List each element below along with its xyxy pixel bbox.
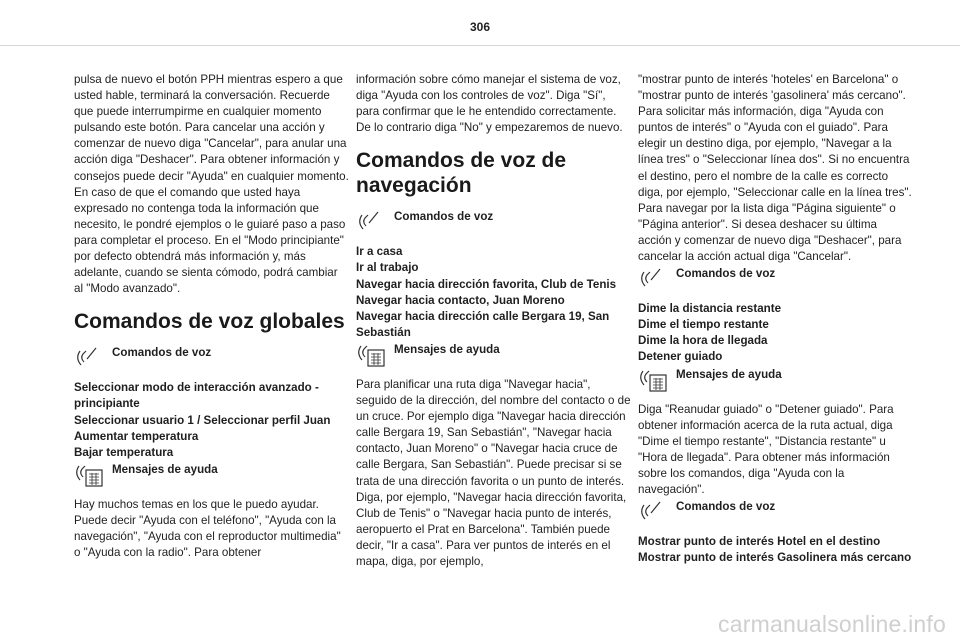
command-item: Dime la hora de llegada (638, 334, 768, 348)
col3-command-list (638, 301, 913, 365)
help-label: Mensajes de ayuda (112, 462, 218, 476)
col2-voice-commands-label (356, 208, 631, 234)
page-number: 306 (469, 20, 491, 34)
command-item: Navegar hacia dirección favorita, Club de Tenis (356, 277, 617, 291)
command-item: Seleccionar usuario 1 / Seleccionar perfil Juan (74, 413, 331, 427)
help-label: Mensajes de ayuda (676, 367, 782, 381)
col1-command-list (74, 380, 349, 460)
col3-help-text: Diga "Reanudar guiado" o "Detener guiado". Para obtener información acerca de la ruta actual, diga "Dime el tiempo restante", "Distancia restante" u "Hora de llegada". Para obtener más información sobre los comandos, diga "Ayuda con la navegación". (638, 402, 894, 496)
col3-intro-text: "mostrar punto de interés 'hoteles' en Barcelona" o "mostrar punto de interés 'gasolinera' más cercano". Para solicitar más información, diga "Ayuda con puntos de interés" o "Ayuda con el guiado". Para elegir un destino diga, por ejemplo, "Navegar a la línea tres" o "Seleccionar línea dos". Si no encuentra el destino, pero el nombre de la calle es correcto diga, por ejemplo, "Seleccionar calle en la línea tres". Para navegar por la lista diga "Página siguiente" o "Página anterior". Si desea deshacer su última acción y comenzar de nuevo diga "Deshacer", para cancelar la acción actual diga "Cancelar". (638, 73, 912, 264)
voice-command-icon (638, 265, 676, 291)
col1-intro-text: pulsa de nuevo el botón PPH mientras espero a que usted hable, terminará la conversación. Recuerde que puede interrumpirme en cualquier momento pulsando este botón. Para cancelar una acción y comenzar de nuevo diga "Cancelar", para anular una acción diga "Deshacer". Para obtener información y consejos puede decir "Ayuda" en cualquier momento. En caso de que el comando que usted haya expresado no contenga toda la información que necesito, le pondré ejemplos o le guiaré paso a paso para completar el proceso. En el "Modo principiante" por defecto obtendrá más información y, más adelante, cuando se sienta cómodo, podrá cambiar al "Modo avanzado". (74, 73, 349, 296)
voice-command-icon (356, 208, 394, 234)
command-item: Seleccionar modo de interacción avanzado - principiante (74, 381, 319, 411)
command-item: Navegar hacia contacto, Juan Moreno (356, 293, 565, 307)
col2-help-text: Para planificar una ruta diga "Navegar hacia", seguido de la dirección, del nombre del contacto o de un cruce. Por ejemplo diga "Navegar hacia dirección calle Bergara 19, San Sebastián", "Navegar hacia contacto, Juan Moreno" o "Navegar hacia cruce de calle Bergara, San Sebastián". Puede precisar si se trata de una dirección favorita o un punto de interés. Diga, por ejemplo, "Navegar hacia dirección favorita, Club de Tenis" o "Navegar hacia punto de interés, aeropuerto el Prat en Barcelona". También puede decir, "Ir a casa". Para ver puntos de interés en el mapa, diga, por ejemplo, (356, 377, 631, 568)
voice-label: Comandos de voz (112, 346, 212, 360)
help-message-icon (74, 461, 112, 487)
command-item: Ir a casa (356, 245, 403, 259)
voice-label: Comandos de voz (676, 500, 776, 514)
voice-label: Comandos de voz (394, 210, 494, 224)
column-2 (356, 72, 631, 570)
help-message-icon (638, 366, 676, 392)
command-item: Navegar hacia dirección calle Bergara 19, San Sebastián (356, 309, 610, 339)
header-divider (0, 45, 960, 46)
col3-voice-commands-label (638, 265, 913, 291)
col2-intro-text: información sobre cómo manejar el sistema de voz, diga "Ayuda con los controles de voz". Diga "Sí", para confirmar que le he entendido correctamente. De lo contrario diga "No" y empezaremos de nuevo. (356, 73, 623, 135)
col2-command-list (356, 244, 631, 341)
command-item: Dime la distancia restante (638, 302, 782, 316)
command-item: Aumentar temperatura (74, 429, 199, 443)
voice-command-icon (74, 344, 112, 370)
help-message-icon (356, 341, 394, 367)
column-1 (74, 72, 349, 561)
col1-voice-commands-label (74, 344, 349, 370)
col3-command-list-2 (638, 534, 913, 566)
col2-help-messages-label (356, 341, 631, 367)
col2-heading: Comandos de voz de navegación (356, 149, 567, 198)
command-item: Mostrar punto de interés Gasolinera más cercano (638, 551, 912, 565)
voice-command-icon (638, 498, 676, 524)
command-item: Dime el tiempo restante (638, 318, 769, 332)
command-item: Mostrar punto de interés Hotel en el destino (638, 535, 881, 549)
help-label: Mensajes de ayuda (394, 342, 500, 356)
command-item: Bajar temperatura (74, 445, 174, 459)
col1-help-messages-label (74, 461, 349, 487)
command-item: Detener guiado (638, 350, 723, 364)
col3-voice-commands-label-2 (638, 498, 913, 524)
command-item: Ir al trabajo (356, 261, 419, 275)
col3-help-messages-label (638, 366, 913, 392)
col1-heading: Comandos de voz globales (74, 310, 345, 334)
col1-help-text: Hay muchos temas en los que le puedo ayudar. Puede decir "Ayuda con el teléfono", "Ayuda con la navegación", "Ayuda con el reproductor multimedia" o "Ayuda con la radio". Para obtener (74, 497, 341, 560)
voice-label: Comandos de voz (676, 267, 776, 281)
watermark: carmanualsonline.info (718, 611, 946, 637)
column-3 (638, 72, 913, 566)
